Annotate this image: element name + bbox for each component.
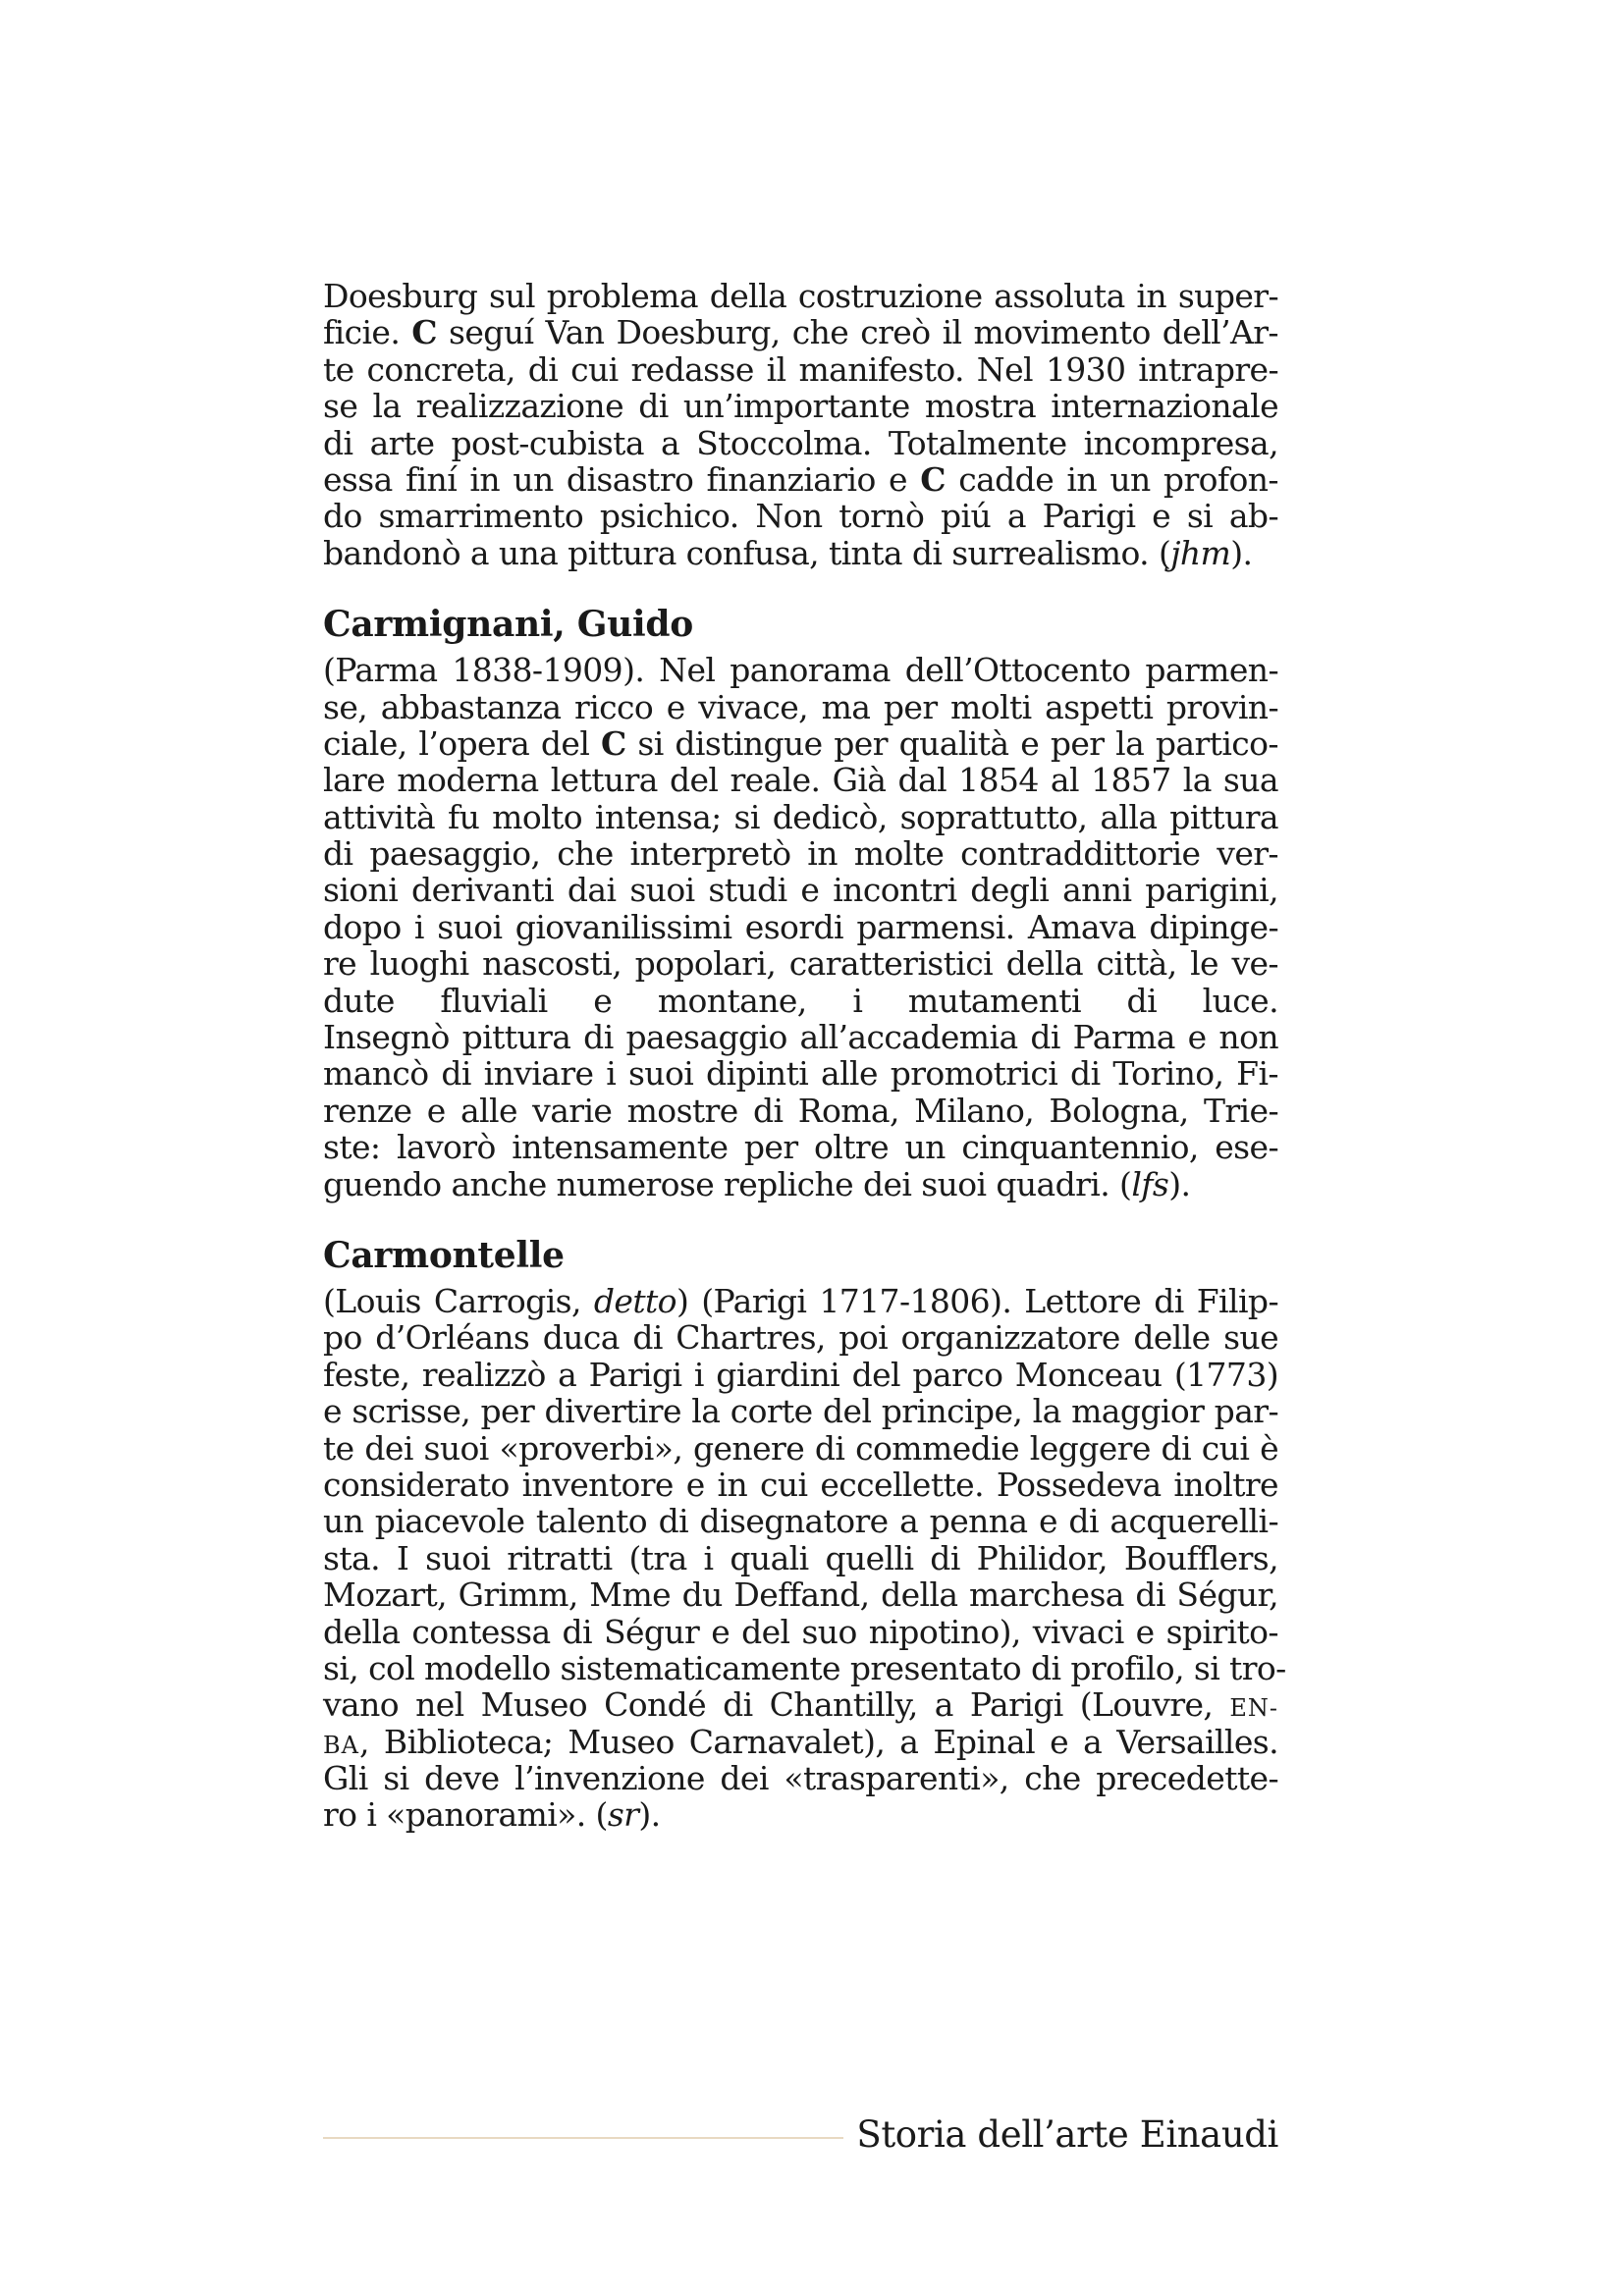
text-run: dopo i suoi giovanilissimi esordi parmensi. Amava dipinge- xyxy=(323,907,1278,946)
text-line xyxy=(323,1393,1278,1429)
text-line xyxy=(323,1760,1278,1796)
text-run: vano nel Museo Condé di Chantilly, a Parigi (Louvre, xyxy=(323,1685,1230,1725)
text-line xyxy=(323,425,1278,461)
text-run: feste, realizzò a Parigi i giardini del parco Monceau (1773) xyxy=(323,1355,1278,1394)
text-line xyxy=(323,1503,1278,1539)
text-line xyxy=(323,1686,1278,1723)
text-run: guendo anche numerose repliche dei suoi quadri. ( xyxy=(323,1164,1132,1203)
text-run: ro i «panorami». ( xyxy=(323,1795,608,1835)
text-run: mancò di inviare i suoi dipinti alle promotrici di Torino, Fi- xyxy=(323,1054,1278,1094)
text-run: cadde in un profon- xyxy=(945,459,1278,499)
text-run: (Louis Carrogis, xyxy=(323,1281,594,1320)
text-run: sta. I suoi ritratti (tra i quali quelli di Philidor, Boufflers, xyxy=(323,1538,1278,1577)
text-column xyxy=(323,277,1286,1835)
text-run: ciale, l’opera del xyxy=(323,723,602,763)
text-line xyxy=(323,535,1278,571)
italic-text: jhm xyxy=(1170,533,1231,572)
text-run: renze e alle varie mostre di Roma, Milano, Bologna, Trie- xyxy=(323,1091,1278,1130)
bold-abbreviation: C xyxy=(920,459,946,499)
text-run: considerato inventore e in cui eccellette. Possedeva inoltre xyxy=(323,1465,1278,1504)
dictionary-entry xyxy=(323,599,1278,1202)
text-run: do smarrimento psichico. Non tornò piú a Parigi e si ab- xyxy=(323,497,1278,536)
text-line xyxy=(323,725,1278,762)
text-line xyxy=(323,835,1278,872)
bold-abbreviation: C xyxy=(601,723,626,763)
text-line xyxy=(323,1129,1278,1165)
text-run: essa finí in un disastro finanziario e xyxy=(323,459,921,499)
footer-rule xyxy=(323,2137,843,2139)
text-run: seguí Van Doesburg, che creò il movimento dell’Ar- xyxy=(436,313,1278,352)
text-line xyxy=(323,1166,1278,1202)
text-line xyxy=(323,1796,1278,1833)
text-line xyxy=(323,1055,1278,1092)
text-run: Mozart, Grimm, Mme du Deffand, della marchesa di Ségur, xyxy=(323,1575,1278,1615)
text-line xyxy=(323,1540,1278,1576)
text-run: attività fu molto intensa; si dedicò, soprattutto, alla pittura xyxy=(323,797,1278,836)
text-run: se la realizzazione di un’importante mostra internazionale xyxy=(323,387,1278,426)
dictionary-entry xyxy=(323,1230,1286,1835)
italic-text: lfs xyxy=(1131,1164,1169,1203)
text-run: della contessa di Ségur e del suo nipotino), vivaci e spirito- xyxy=(323,1612,1278,1651)
text-run: bandonò a una pittura confusa, tinta di surrealismo. ( xyxy=(323,533,1171,572)
text-run: po d’Orléans duca di Chartres, poi organizzatore delle sue xyxy=(323,1318,1278,1358)
text-line xyxy=(323,1724,1278,1760)
text-line xyxy=(323,351,1278,388)
text-run: ficie. xyxy=(323,313,412,352)
text-run: , Biblioteca; Museo Carnavalet), a Epinal e a Versailles. xyxy=(358,1722,1278,1761)
italic-text: detto xyxy=(593,1281,676,1320)
dictionary-entry xyxy=(323,278,1278,571)
text-run: un piacevole talento di disegnatore a penna e di acquerelli- xyxy=(323,1502,1278,1541)
text-line xyxy=(323,799,1278,835)
page-footer xyxy=(323,2110,1278,2160)
text-run: si distingue per qualità e per la partico- xyxy=(625,723,1278,763)
small-caps-text: BA xyxy=(323,1731,359,1759)
footer-publisher: Storia dell’arte Einaudi xyxy=(856,2113,1278,2156)
text-line xyxy=(323,762,1278,798)
text-line xyxy=(323,909,1278,945)
text-run: di arte post-cubista a Stoccolma. Totalmente incompresa, xyxy=(323,423,1278,462)
text-line xyxy=(323,1357,1278,1393)
text-line xyxy=(323,652,1278,688)
text-line xyxy=(323,1283,1278,1319)
small-caps-text: EN- xyxy=(1229,1694,1278,1723)
text-run: di paesaggio, che interpretò in molte contraddittorie ver- xyxy=(323,834,1278,874)
text-line xyxy=(323,461,1278,498)
text-line xyxy=(323,945,1278,982)
italic-text: sr xyxy=(607,1795,639,1835)
text-line xyxy=(323,498,1278,534)
text-line xyxy=(323,1614,1278,1650)
text-line xyxy=(323,388,1278,424)
text-run: te concreta, di cui redasse il manifesto. Nel 1930 intrapre- xyxy=(323,349,1278,389)
text-run: lare moderna lettura del reale. Già dal 1854 al 1857 la sua xyxy=(323,761,1278,800)
text-run: dute fluviali e montane, i mutamenti di luce. xyxy=(323,981,1278,1020)
text-run: ). xyxy=(1230,533,1253,572)
text-run: (Parma 1838-1909). Nel panorama dell’Ottocento parmen- xyxy=(323,651,1278,690)
text-line xyxy=(323,983,1278,1019)
text-line xyxy=(323,1319,1278,1356)
text-line xyxy=(323,278,1278,314)
entry-heading: Carmignani, Guido xyxy=(323,604,693,646)
text-run: Insegnò pittura di paesaggio all’accademia di Parma e non xyxy=(323,1018,1278,1057)
text-run: ). xyxy=(1168,1164,1191,1203)
text-run: ) (Parigi 1717-1806). Lettore di Filip- xyxy=(676,1281,1278,1320)
text-line xyxy=(323,872,1278,908)
text-line xyxy=(323,1467,1278,1503)
bold-abbreviation: C xyxy=(411,313,437,352)
text-run: Gli si deve l’invenzione dei «trasparenti», che precedette- xyxy=(323,1759,1278,1798)
text-run: e scrisse, per divertire la corte del principe, la maggior par- xyxy=(323,1392,1278,1431)
text-run: sioni derivanti dai suoi studi e incontri degli anni parigini, xyxy=(323,871,1278,910)
text-line xyxy=(323,689,1278,725)
text-run: se, abbastanza ricco e vivace, ma per molti aspetti provin- xyxy=(323,687,1278,726)
text-run: te dei suoi «proverbi», genere di commedie leggere di cui è xyxy=(323,1428,1278,1468)
text-run: re luoghi nascosti, popolari, caratteristici della città, le ve- xyxy=(323,944,1278,984)
text-line xyxy=(323,1093,1278,1129)
text-line xyxy=(323,1019,1278,1055)
text-line xyxy=(323,1648,1286,1687)
entry-heading: Carmontelle xyxy=(323,1234,565,1276)
text-run: si, col modello sistematicamente presentato di profilo, si tro- xyxy=(323,1648,1286,1687)
text-line xyxy=(323,1430,1278,1467)
text-run: Doesburg sul problema della costruzione assoluta in super- xyxy=(323,277,1278,315)
text-line xyxy=(323,314,1278,350)
text-run: ). xyxy=(638,1795,661,1835)
text-run: ste: lavorò intensamente per oltre un cinquantennio, ese- xyxy=(323,1128,1278,1167)
text-line xyxy=(323,1576,1278,1613)
